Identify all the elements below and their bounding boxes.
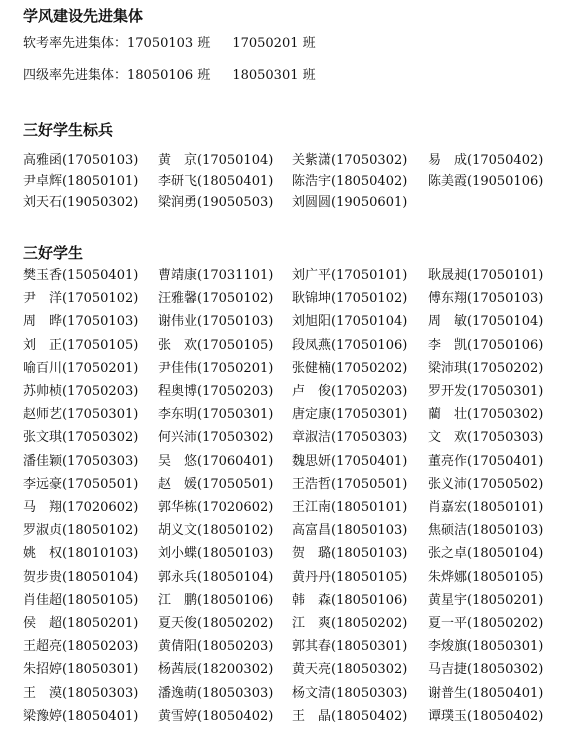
student-entry: 藺 壮(17050302) — [428, 407, 544, 423]
student-entry: 潘逸萌(18050303) — [158, 685, 274, 701]
section-title-merit-students: 三好学生 — [23, 244, 84, 262]
student-entry: 耿锦坤(17050102) — [292, 291, 408, 307]
student-entry: 黄 京(17050104) — [158, 153, 274, 168]
student-entry: 夏一平(18050202) — [428, 616, 544, 631]
student-entry: 王江南(18050101) — [292, 500, 408, 515]
student-entry: 程奥博(17050203) — [158, 384, 274, 399]
student-entry: 姚 权(18010103) — [23, 546, 139, 562]
student-entry: 张健楠(17050202) — [292, 360, 408, 376]
student-entry: 唐定康(17050301) — [292, 407, 408, 423]
student-entry: 焦硕洁(18050103) — [428, 523, 544, 539]
student-entry: 梁豫婷(18050401) — [23, 708, 139, 724]
student-entry: 贺步贵(18050104) — [23, 569, 139, 585]
student-entry: 郭永兵(18050104) — [158, 569, 274, 585]
student-entry: 黄倩阳(18050203) — [158, 639, 274, 655]
student-entry: 陈浩宇(18050402) — [292, 174, 408, 189]
student-entry: 王 漠(18050303) — [23, 685, 139, 701]
student-entry: 郭其春(18050301) — [292, 639, 408, 655]
student-entry: 董亮作(17050401) — [428, 453, 544, 469]
collective-label: 软考率先进集体： — [23, 36, 128, 51]
student-entry: 杨茜辰(18200302) — [158, 662, 274, 678]
student-entry: 文 欢(17050303) — [428, 430, 544, 446]
student-entry: 杨文清(18050303) — [292, 685, 408, 701]
student-entry: 谢普生(18050401) — [428, 685, 544, 701]
student-entry: 卢 俊(17050203) — [292, 384, 408, 399]
student-entry: 赵 媛(17050501) — [158, 476, 274, 492]
student-entry: 尹卓辉(18050101) — [23, 174, 139, 189]
student-entry: 高雅函(17050103) — [23, 153, 139, 168]
student-entry: 梁沛琪(17050202) — [428, 360, 544, 376]
student-entry: 张义沛(17050502) — [428, 476, 544, 492]
student-entry: 马吉捷(18050302) — [428, 662, 544, 678]
student-entry: 李研飞(18050401) — [158, 174, 274, 189]
student-entry: 耿晟昶(17050101) — [428, 268, 544, 283]
student-entry: 刘天石(19050302) — [23, 195, 139, 210]
student-entry: 周 晔(17050103) — [23, 314, 139, 330]
class-item: 17050103 班 — [127, 36, 211, 51]
student-entry: 易 成(17050402) — [428, 153, 544, 168]
student-entry: 刘小蝶(18050103) — [158, 546, 274, 562]
student-entry: 张 欢(17050105) — [158, 337, 274, 353]
student-entry: 谭璞玉(18050402) — [428, 708, 544, 724]
student-entry: 王浩哲(17050501) — [292, 476, 408, 492]
student-entry: 肖嘉宏(18050101) — [428, 500, 544, 515]
student-entry: 王超亮(18050203) — [23, 639, 139, 655]
student-entry: 胡义文(18050102) — [158, 523, 274, 539]
student-entry: 黄星宇(18050201) — [428, 592, 544, 608]
student-entry: 韩 森(18050106) — [292, 592, 408, 608]
student-entry: 李焌旗(18050301) — [428, 639, 544, 655]
student-entry: 李远豪(17050501) — [23, 476, 139, 492]
section-title-model-students: 三好学生标兵 — [23, 121, 114, 139]
student-entry: 喻百川(17050201) — [23, 360, 139, 376]
student-entry: 李 凯(17050106) — [428, 337, 544, 353]
student-entry: 刘圆圆(19050601) — [292, 195, 408, 210]
student-entry: 黄雪婷(18050402) — [158, 708, 274, 724]
class-item: 18050301 班 — [232, 68, 316, 83]
student-entry: 吴 悠(17060401) — [158, 453, 274, 469]
student-entry: 汪雅馨(17050102) — [158, 291, 274, 307]
student-entry: 侯 超(18050201) — [23, 616, 139, 631]
student-entry: 肖佳超(18050105) — [23, 592, 139, 608]
class-item: 17050201 班 — [232, 36, 316, 51]
student-entry: 段凤燕(17050106) — [292, 337, 408, 353]
collective-label: 四级率先进集体： — [23, 68, 128, 83]
student-entry: 魏思妍(17050401) — [292, 453, 408, 469]
student-entry: 刘旭阳(17050104) — [292, 314, 408, 330]
student-entry: 赵师艺(17050301) — [23, 407, 139, 423]
cet4-collective-line — [23, 67, 316, 85]
student-entry: 夏天俊(18050202) — [158, 616, 274, 631]
student-entry: 刘 正(17050105) — [23, 337, 139, 353]
student-entry: 朱烨娜(18050105) — [428, 569, 544, 585]
student-entry: 黄丹丹(18050105) — [292, 569, 408, 585]
soft-exam-collective-line — [23, 35, 316, 53]
student-entry: 苏帅桢(17050203) — [23, 384, 139, 399]
student-entry: 关紫潇(17050302) — [292, 153, 408, 168]
student-entry: 高富昌(18050103) — [292, 523, 408, 539]
student-entry: 傅东翔(17050103) — [428, 291, 544, 307]
student-entry: 张之卓(18050104) — [428, 546, 544, 562]
student-entry: 章淑洁(17050303) — [292, 430, 408, 446]
student-entry: 谢伟业(17050103) — [158, 314, 274, 330]
student-entry: 王 晶(18050402) — [292, 708, 408, 724]
student-entry: 马 翔(17020602) — [23, 500, 139, 515]
student-entry: 潘佳颖(17050303) — [23, 453, 139, 469]
student-entry: 罗淑贞(18050102) — [23, 523, 139, 539]
student-entry: 刘广平(17050101) — [292, 268, 408, 283]
student-entry: 李东明(17050301) — [158, 407, 274, 423]
student-entry: 陈美霞(19050106) — [428, 174, 544, 189]
student-entry: 贺 璐(18050103) — [292, 546, 408, 562]
student-entry: 郭华栋(17020602) — [158, 500, 274, 515]
student-entry: 尹 洋(17050102) — [23, 291, 139, 307]
student-entry: 罗开发(17050301) — [428, 384, 544, 399]
student-entry: 周 敏(17050104) — [428, 314, 544, 330]
student-entry: 何兴沛(17050302) — [158, 430, 274, 446]
section-title-study-style: 学风建设先进集体 — [23, 7, 144, 25]
student-entry: 梁润勇(19050503) — [158, 195, 274, 210]
student-entry: 樊玉香(15050401) — [23, 268, 139, 283]
student-entry: 曹靖康(17031101) — [158, 268, 274, 283]
student-entry: 江 爽(18050202) — [292, 616, 408, 631]
student-entry: 朱招婷(18050301) — [23, 662, 139, 678]
student-entry: 张文琪(17050302) — [23, 430, 139, 446]
student-entry: 黄天亮(18050302) — [292, 662, 408, 678]
class-item: 18050106 班 — [127, 68, 211, 83]
student-entry: 尹佳伟(17050201) — [158, 360, 274, 376]
student-entry: 江 鹏(18050106) — [158, 592, 274, 608]
